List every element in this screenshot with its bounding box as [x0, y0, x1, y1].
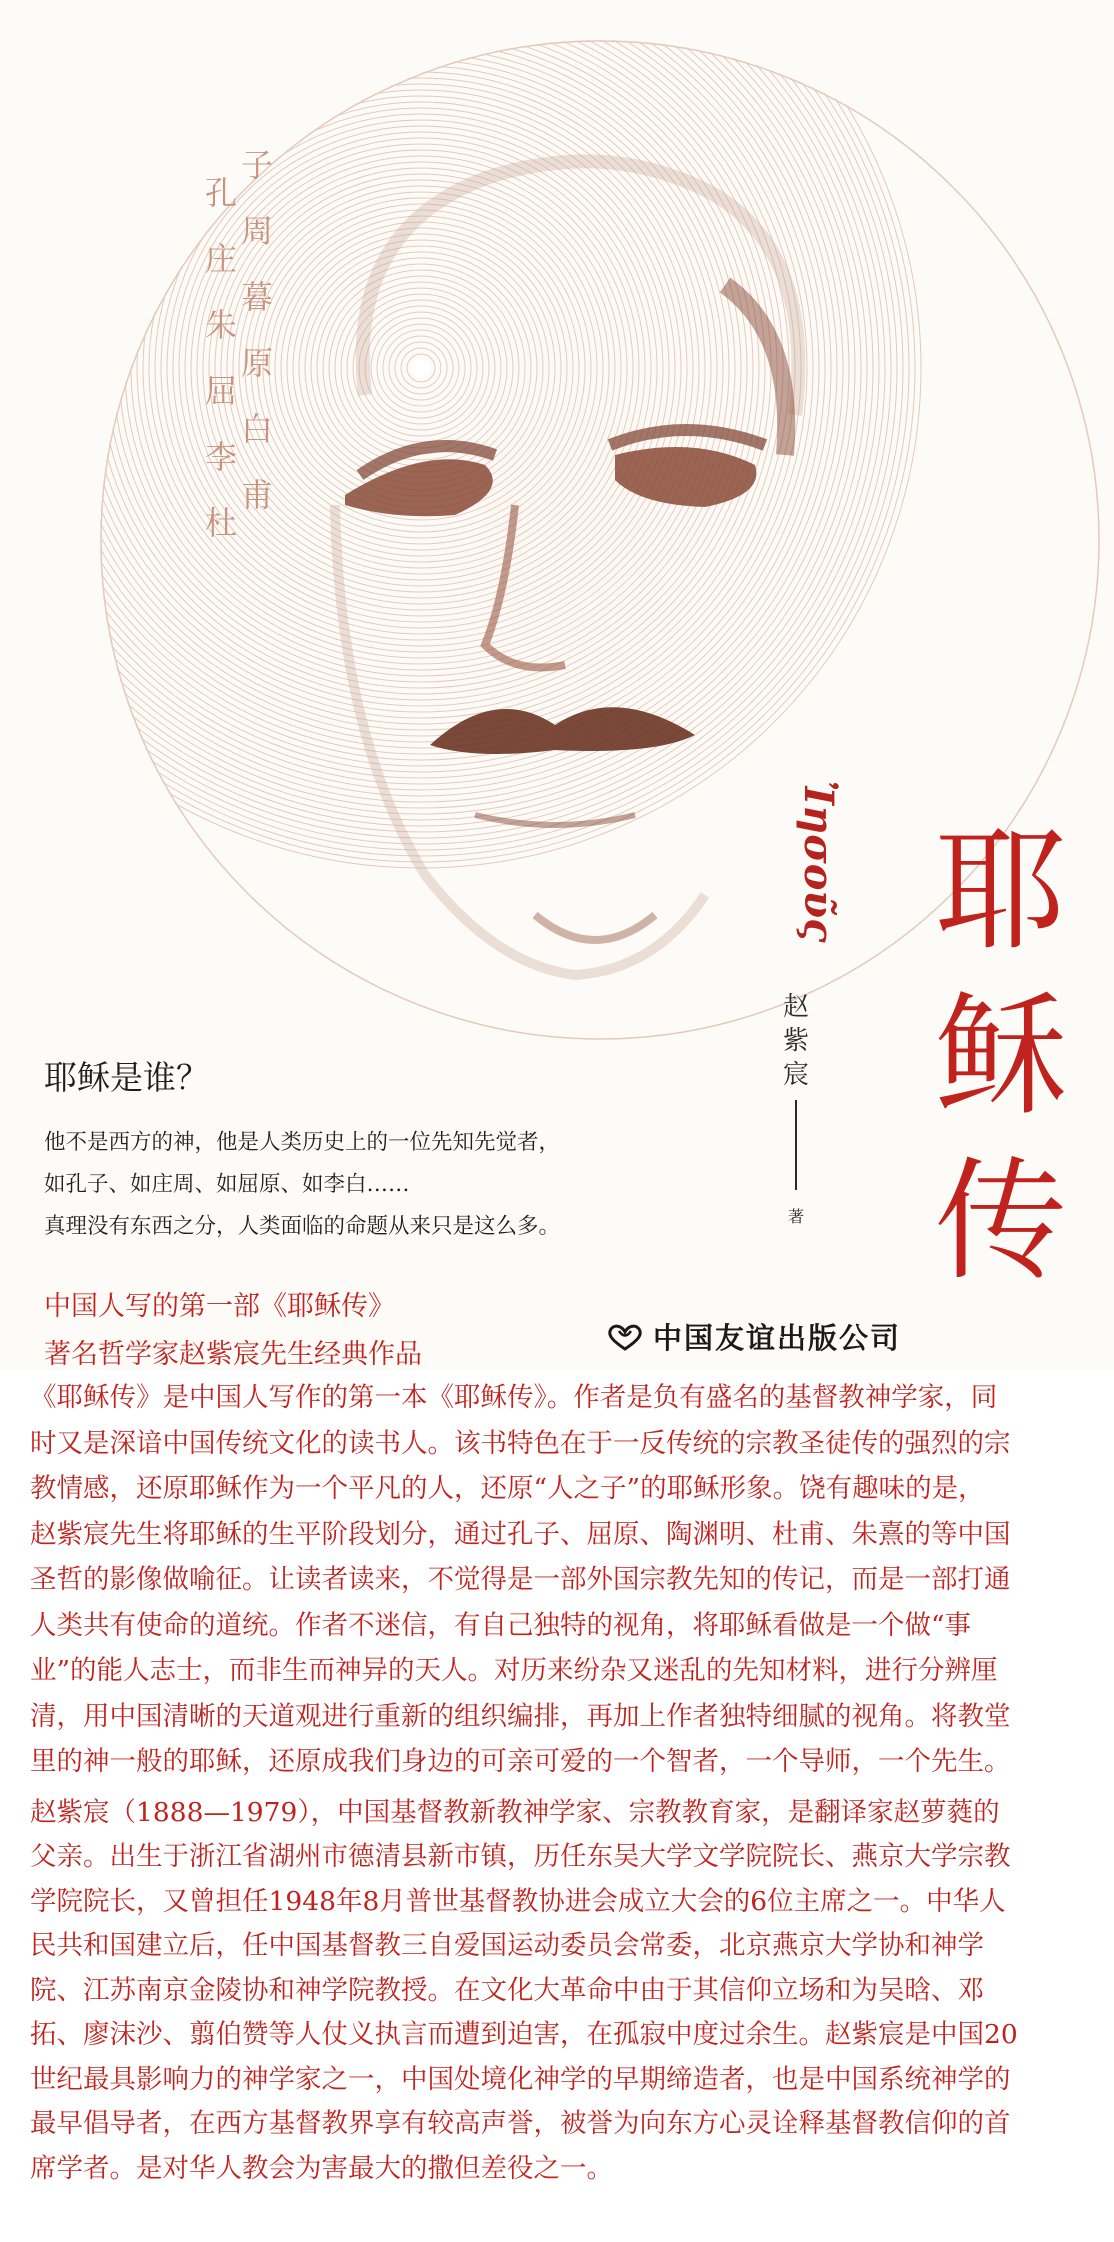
name-char: 甫: [241, 476, 274, 514]
name-char: 白: [241, 410, 274, 448]
intro-text: [44, 1122, 560, 1248]
name-char: 杜: [205, 504, 238, 542]
bio-line: 拓、廖沫沙、翦伯赞等人仗义执言而遭到迫害，在孤寂中度过余生。赵紫宸是中国20: [30, 2019, 1018, 2050]
promo-line: 中国人写的第一部《耶稣传》: [44, 1291, 395, 1322]
author-divider: [795, 1100, 797, 1190]
name-char: 原: [241, 344, 274, 382]
name-char: 李: [205, 438, 238, 476]
author-suffix: 著: [788, 1207, 805, 1226]
name-char: 朱: [205, 306, 238, 344]
publisher-name: 中国友谊出版公司: [653, 1321, 902, 1355]
bio-line: 最早倡导者，在西方基督教界享有较高声誉，被誉为向东方心灵诠释基督教信仰的首: [30, 2108, 1011, 2139]
name-char: 周: [241, 212, 274, 250]
author-bio: [30, 1791, 1090, 2192]
summary-line: 圣哲的影像做喻征。让读者读来，不觉得是一部外国宗教先知的传记，而是一部打通: [30, 1564, 1011, 1595]
summary-line: 教情感，还原耶稣作为一个平凡的人，还原“人之子”的耶稣形象。饶有趣味的是，: [30, 1473, 985, 1504]
promo-text: [44, 1283, 422, 1370]
author-vertical: [783, 990, 809, 1227]
vertical-names: [205, 146, 274, 556]
promo-line: 著名哲学家赵紫宸先生经典作品: [44, 1339, 422, 1370]
title-char: 稣: [935, 980, 1067, 1134]
names-column-right: [241, 132, 273, 556]
title-char: 传: [935, 1145, 1067, 1299]
summary-line: 时又是深谙中国传统文化的读书人。该书特色在于一反传统的宗教圣徒传的强烈的宗: [30, 1427, 1011, 1459]
names-column-left: [205, 160, 237, 556]
bio-line: 学院院长，又曾担任1948年8月普世基督教协进会成立大会的6位主席之一。中华人: [30, 1885, 1006, 1917]
book-title: [935, 815, 1067, 1299]
who-title: 耶稣是谁？: [44, 1058, 209, 1097]
greek-name: Ἰησοῦς: [795, 780, 842, 943]
face-illustration: [295, 155, 835, 975]
author-char: 赵: [783, 992, 810, 1022]
bio-line: 民共和国建立后，任中国基督教三自爱国运动委员会常委，北京燕京大学协和神学: [30, 1930, 984, 1961]
summary-line: 里的神一般的耶稣，还原成我们身边的可亲可爱的一个智者，一个导师，一个先生。: [30, 1746, 1011, 1777]
bio-line: 世纪最具影响力的神学家之一，中国处境化神学的早期缔造者，也是中国系统神学的: [30, 2063, 1011, 2095]
summary-line: 人类共有使命的道统。作者不迷信，有自己独特的视角，将耶稣看做是一个做“事: [30, 1609, 972, 1641]
title-char: 耶: [935, 815, 1067, 969]
bio-line: 院、江苏南京金陵协和神学院教授。在文化大革命中由于其信仰立场和为吴晗、邓: [30, 1974, 984, 2006]
name-char: 屈: [205, 372, 238, 410]
publisher-logo-icon: [605, 1323, 645, 1351]
intro-line: 如孔子、如庄周、如屈原、如李白……: [44, 1172, 410, 1197]
intro-line: 他不是西方的神，他是人类历史上的一位先知先觉者，: [44, 1130, 561, 1155]
bio-line: 父亲。出生于浙江省湖州市德清县新市镇，历任东吴大学文学院院长、燕京大学宗教: [30, 1841, 1011, 1872]
intro-line: 真理没有东西之分，人类面临的命题从来只是这么多。: [44, 1214, 561, 1239]
name-char: 庄: [205, 240, 238, 278]
name-char: 孔: [205, 174, 238, 212]
name-char: 子: [241, 146, 274, 184]
summary-line: 清，用中国清晰的天道观进行重新的组织编排，再加上作者独特细腻的视角。将教堂: [30, 1700, 1011, 1732]
author-char: 宸: [783, 1060, 810, 1090]
author-char: 紫: [783, 1026, 810, 1056]
description: [30, 1375, 1090, 2191]
summary-line: 赵紫宸先生将耶稣的生平阶段划分，通过孔子、屈原、陶渊明、杜甫、朱熹的等中国: [30, 1518, 1011, 1550]
name-char: 暮: [241, 278, 274, 316]
summary-line: 业”的能人志士，而非生而神异的天人。对历来纷杂又迷乱的先知材料，进行分辨厘: [30, 1655, 998, 1686]
publisher: [605, 1316, 901, 1357]
bio-line: 席学者。是对华人教会为害最大的撒但差役之一。: [30, 2152, 613, 2184]
book-summary: [30, 1375, 1090, 1785]
bio-line: 赵紫宸（1888—1979），中国基督教新教神学家、宗教教育家，是翻译家赵萝蕤的: [30, 1796, 1000, 1828]
summary-line: 《耶稣传》是中国人写作的第一本《耶稣传》。作者是负有盛名的基督教神学家，同: [30, 1382, 998, 1413]
